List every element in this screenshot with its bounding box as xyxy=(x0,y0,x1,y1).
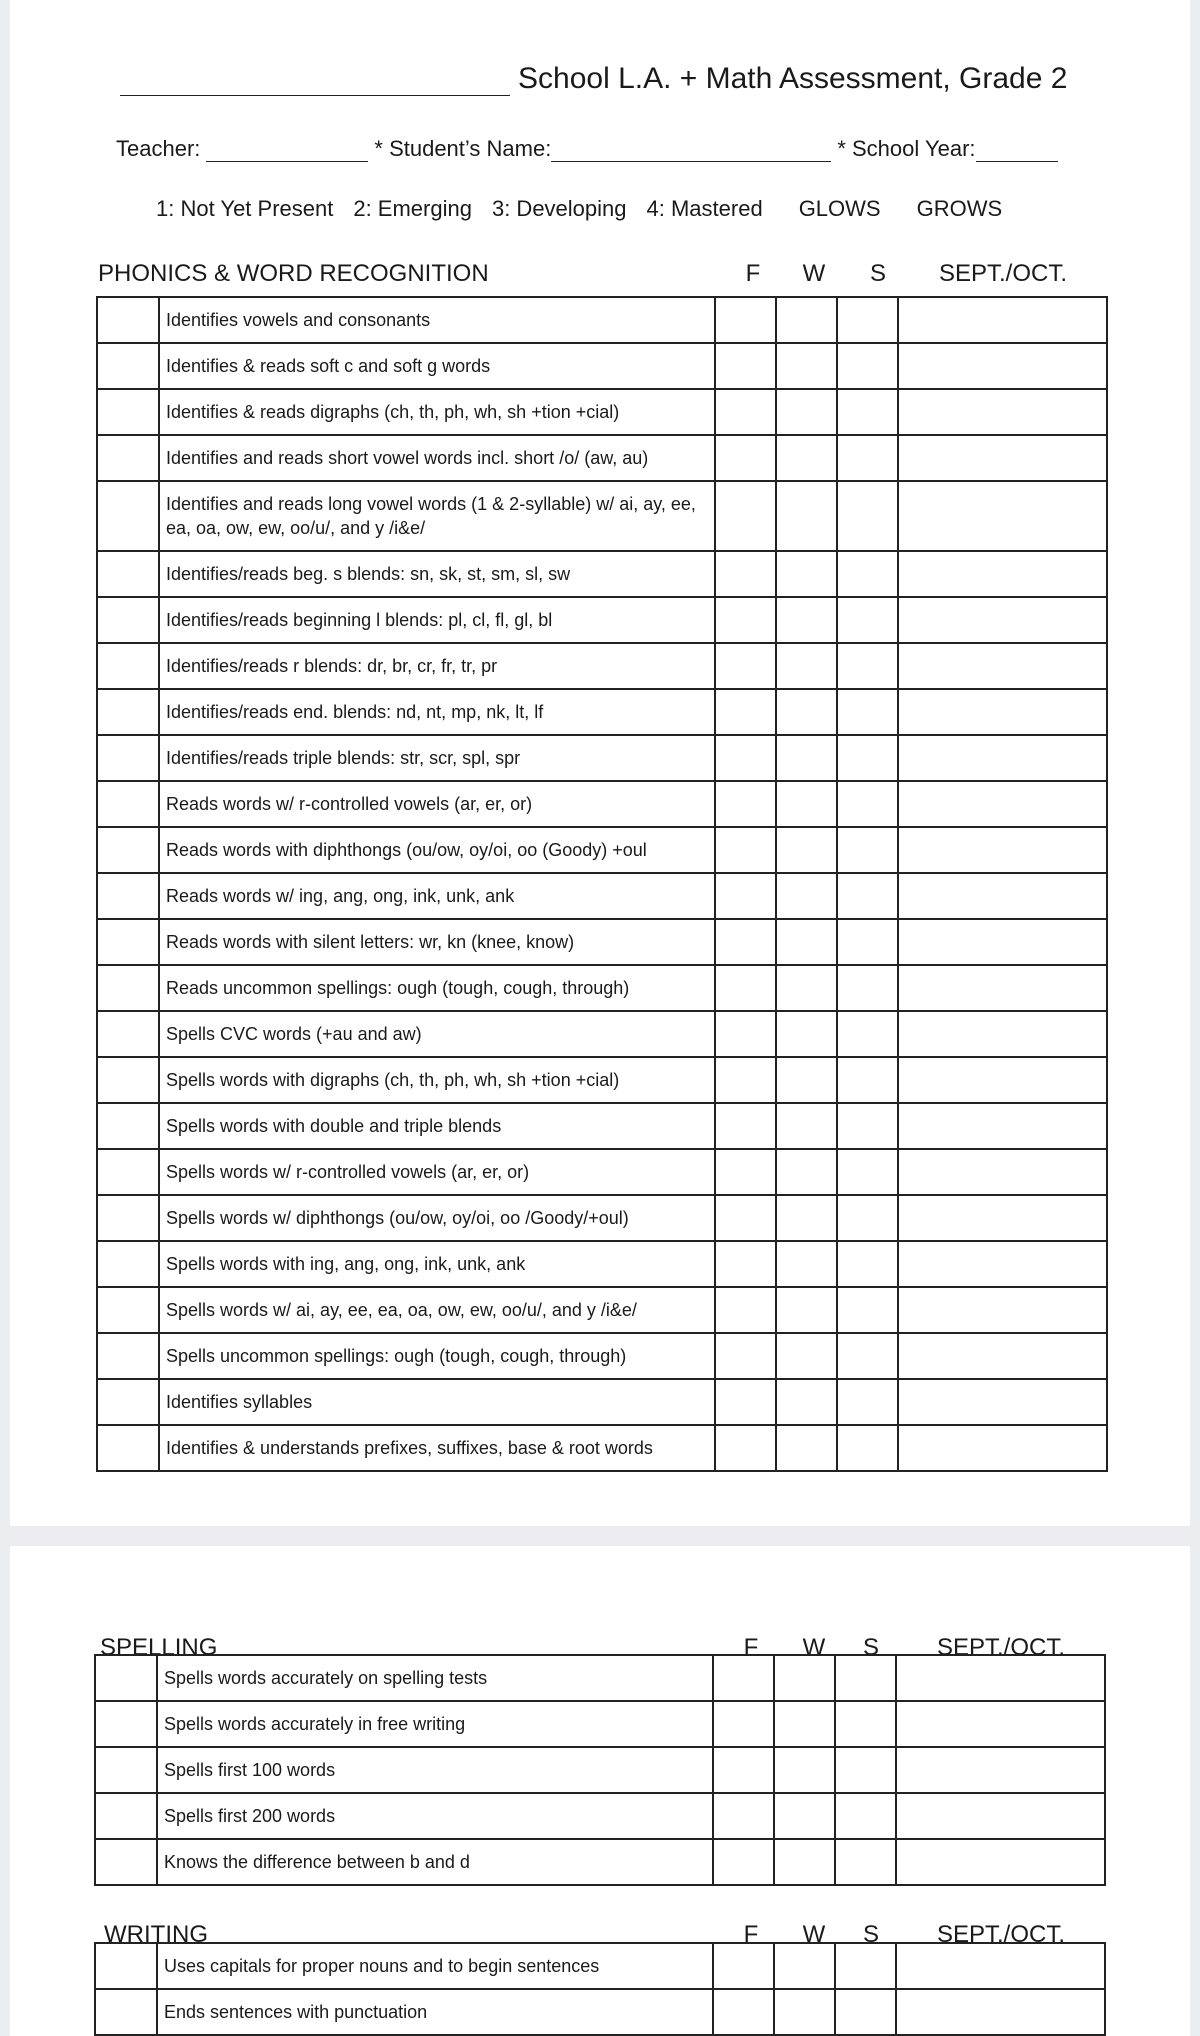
sept-oct-cell[interactable] xyxy=(896,1943,1105,1989)
column-w: W xyxy=(802,1634,826,1661)
skill-row xyxy=(97,827,1107,873)
skill-label: Spells words accurately in free writing xyxy=(157,1701,713,1747)
fall-cell[interactable] xyxy=(715,1195,776,1241)
spring-cell[interactable] xyxy=(835,1747,896,1793)
sept-oct-cell[interactable] xyxy=(898,551,1107,597)
skill-row xyxy=(97,297,1107,343)
rating-cell[interactable] xyxy=(95,1655,157,1701)
spring-cell[interactable] xyxy=(837,343,898,389)
fall-cell[interactable] xyxy=(715,1241,776,1287)
school-year-blank[interactable] xyxy=(976,140,1058,162)
scale-glows: GLOWS xyxy=(798,196,881,221)
skill-row xyxy=(95,1747,1105,1793)
skill-label: Spells words w/ diphthongs (ou/ow, oy/oi, oo /Goody/+oul) xyxy=(159,1195,715,1241)
skill-row xyxy=(97,343,1107,389)
spring-cell[interactable] xyxy=(837,481,898,551)
fall-cell[interactable] xyxy=(715,1379,776,1425)
rating-cell[interactable] xyxy=(97,343,159,389)
skill-label: Spells words with digraphs (ch, th, ph, wh, sh +tion +cial) xyxy=(159,1057,715,1103)
page-2 xyxy=(10,1546,1190,2036)
skill-label: Spells uncommon spellings: ough (tough, cough, through) xyxy=(159,1333,715,1379)
skill-row xyxy=(95,1701,1105,1747)
column-s: S xyxy=(862,1634,879,1661)
spring-cell[interactable] xyxy=(835,1989,896,2035)
skill-row xyxy=(97,873,1107,919)
rating-cell[interactable] xyxy=(97,597,159,643)
rating-cell[interactable] xyxy=(97,735,159,781)
fall-cell[interactable] xyxy=(715,551,776,597)
fall-cell[interactable] xyxy=(715,919,776,965)
sept-oct-cell[interactable] xyxy=(898,643,1107,689)
skill-row xyxy=(97,551,1107,597)
winter-cell[interactable] xyxy=(776,551,837,597)
spring-cell[interactable] xyxy=(837,1287,898,1333)
column-f: F xyxy=(743,1921,759,1948)
skill-label: Spells first 200 words xyxy=(157,1793,713,1839)
skill-label: Knows the difference between b and d xyxy=(157,1839,713,1885)
winter-cell[interactable] xyxy=(776,389,837,435)
skill-row xyxy=(97,1011,1107,1057)
writing-section-title: WRITING xyxy=(104,1921,208,1948)
spring-cell[interactable] xyxy=(837,965,898,1011)
rating-cell[interactable] xyxy=(97,389,159,435)
fall-cell[interactable] xyxy=(713,1943,774,1989)
writing-table xyxy=(94,1942,1106,2036)
rating-cell[interactable] xyxy=(97,1103,159,1149)
rating-cell[interactable] xyxy=(97,1011,159,1057)
skill-row xyxy=(97,643,1107,689)
winter-cell[interactable] xyxy=(774,1839,835,1885)
skill-label: Spells words with ing, ang, ong, ink, unk, ank xyxy=(159,1241,715,1287)
spring-cell[interactable] xyxy=(835,1839,896,1885)
winter-cell[interactable] xyxy=(776,965,837,1011)
teacher-blank[interactable] xyxy=(206,140,368,162)
sept-oct-cell[interactable] xyxy=(896,1747,1105,1793)
rating-cell[interactable] xyxy=(97,689,159,735)
sept-oct-cell[interactable] xyxy=(898,965,1107,1011)
skill-row xyxy=(97,689,1107,735)
sept-oct-cell[interactable] xyxy=(896,1989,1105,2035)
fall-cell[interactable] xyxy=(715,873,776,919)
skill-row xyxy=(97,481,1107,551)
skill-row xyxy=(95,1655,1105,1701)
sept-oct-cell[interactable] xyxy=(898,1103,1107,1149)
winter-cell[interactable] xyxy=(776,1287,837,1333)
sept-oct-cell[interactable] xyxy=(898,1241,1107,1287)
spring-cell[interactable] xyxy=(835,1701,896,1747)
winter-cell[interactable] xyxy=(776,873,837,919)
winter-cell[interactable] xyxy=(776,297,837,343)
skill-row xyxy=(97,1195,1107,1241)
skill-label: Reads words w/ r-controlled vowels (ar, er, or) xyxy=(159,781,715,827)
column-s: S xyxy=(862,1921,879,1948)
sept-oct-cell[interactable] xyxy=(898,919,1107,965)
winter-cell[interactable] xyxy=(776,481,837,551)
fall-cell[interactable] xyxy=(713,1839,774,1885)
rating-cell[interactable] xyxy=(97,781,159,827)
skill-row xyxy=(97,389,1107,435)
winter-cell[interactable] xyxy=(776,1149,837,1195)
spelling-section-title: SPELLING xyxy=(100,1634,218,1661)
column-sept-oct: SEPT./OCT. xyxy=(938,260,1068,287)
fall-cell[interactable] xyxy=(713,1655,774,1701)
skill-row xyxy=(97,435,1107,481)
fall-cell[interactable] xyxy=(715,435,776,481)
sept-oct-cell[interactable] xyxy=(898,1333,1107,1379)
rating-cell[interactable] xyxy=(97,873,159,919)
page-1 xyxy=(10,0,1190,1526)
winter-cell[interactable] xyxy=(776,343,837,389)
skill-row xyxy=(95,1839,1105,1885)
winter-cell[interactable] xyxy=(776,1379,837,1425)
winter-cell[interactable] xyxy=(776,597,837,643)
column-f: F xyxy=(745,260,761,287)
fall-cell[interactable] xyxy=(715,481,776,551)
column-w: W xyxy=(802,1921,826,1948)
fall-cell[interactable] xyxy=(713,1793,774,1839)
sept-oct-cell[interactable] xyxy=(898,1425,1107,1471)
rating-cell[interactable] xyxy=(97,1057,159,1103)
fall-cell[interactable] xyxy=(715,1011,776,1057)
rating-cell[interactable] xyxy=(97,965,159,1011)
skill-label: Identifies & reads digraphs (ch, th, ph, wh, sh +tion +cial) xyxy=(159,389,715,435)
rating-cell[interactable] xyxy=(97,1425,159,1471)
spring-cell[interactable] xyxy=(837,735,898,781)
skill-label: Identifies/reads beg. s blends: sn, sk, st, sm, sl, sw xyxy=(159,551,715,597)
rating-cell[interactable] xyxy=(95,1943,157,1989)
winter-cell[interactable] xyxy=(776,919,837,965)
fall-cell[interactable] xyxy=(715,297,776,343)
column-f: F xyxy=(743,1634,759,1661)
skill-label: Identifies & reads soft c and soft g words xyxy=(159,343,715,389)
column-w: W xyxy=(802,260,826,287)
scale-grows: GROWS xyxy=(916,196,1003,221)
sept-oct-cell[interactable] xyxy=(898,597,1107,643)
sept-oct-cell[interactable] xyxy=(896,1793,1105,1839)
rating-cell[interactable] xyxy=(97,1333,159,1379)
winter-cell[interactable] xyxy=(774,1701,835,1747)
fall-cell[interactable] xyxy=(715,389,776,435)
sept-oct-cell[interactable] xyxy=(898,873,1107,919)
sept-oct-cell[interactable] xyxy=(898,1287,1107,1333)
skill-row xyxy=(95,1793,1105,1839)
column-s: S xyxy=(869,260,886,287)
scale-not-yet-present: 1: Not Yet Present xyxy=(156,196,334,221)
fall-cell[interactable] xyxy=(713,1989,774,2035)
skill-label: Spells words with double and triple blends xyxy=(159,1103,715,1149)
fall-cell[interactable] xyxy=(715,1425,776,1471)
skill-label: Identifies/reads end. blends: nd, nt, mp, nk, lt, lf xyxy=(159,689,715,735)
spring-cell[interactable] xyxy=(837,389,898,435)
winter-cell[interactable] xyxy=(776,1241,837,1287)
sept-oct-cell[interactable] xyxy=(898,481,1107,551)
skill-label: Ends sentences with punctuation xyxy=(157,1989,713,2035)
sept-oct-cell[interactable] xyxy=(898,343,1107,389)
spring-cell[interactable] xyxy=(837,873,898,919)
rating-scale xyxy=(156,196,1076,222)
skill-row xyxy=(97,1425,1107,1471)
spring-cell[interactable] xyxy=(837,689,898,735)
sept-oct-cell[interactable] xyxy=(898,1057,1107,1103)
skill-label: Identifies/reads r blends: dr, br, cr, fr, tr, pr xyxy=(159,643,715,689)
winter-cell[interactable] xyxy=(776,827,837,873)
skill-label: Identifies and reads short vowel words incl. short /o/ (aw, au) xyxy=(159,435,715,481)
sept-oct-cell[interactable] xyxy=(898,1011,1107,1057)
skill-label: Reads words w/ ing, ang, ong, ink, unk, ank xyxy=(159,873,715,919)
spring-cell[interactable] xyxy=(837,1241,898,1287)
rating-cell[interactable] xyxy=(95,1701,157,1747)
spring-cell[interactable] xyxy=(837,1333,898,1379)
fall-cell[interactable] xyxy=(715,965,776,1011)
phonics-table xyxy=(96,296,1108,1472)
sept-oct-cell[interactable] xyxy=(898,1195,1107,1241)
scale-mastered: 4: Mastered xyxy=(646,196,763,221)
skill-label: Identifies syllables xyxy=(159,1379,715,1425)
rating-cell[interactable] xyxy=(97,827,159,873)
winter-cell[interactable] xyxy=(774,1655,835,1701)
skill-label: Identifies and reads long vowel words (1 & 2-syllable) w/ ai, ay, ee, ea, oa, ow, ew, oo/u/, and y /i&e/ xyxy=(159,481,715,551)
skill-row xyxy=(97,919,1107,965)
student-info-row xyxy=(116,136,1106,162)
skill-label: Spells words w/ ai, ay, ee, ea, oa, ow, ew, oo/u/, and y /i&e/ xyxy=(159,1287,715,1333)
sept-oct-cell[interactable] xyxy=(898,689,1107,735)
student-name-label: * Student’s Name: xyxy=(374,136,552,161)
fall-cell[interactable] xyxy=(715,597,776,643)
rating-cell[interactable] xyxy=(97,551,159,597)
winter-cell[interactable] xyxy=(774,1989,835,2035)
rating-cell[interactable] xyxy=(97,919,159,965)
spring-cell[interactable] xyxy=(835,1943,896,1989)
skill-row xyxy=(97,735,1107,781)
rating-cell[interactable] xyxy=(97,1287,159,1333)
fall-cell[interactable] xyxy=(715,1149,776,1195)
skill-label: Reads words with silent letters: wr, kn (knee, know) xyxy=(159,919,715,965)
skill-label: Identifies/reads beginning l blends: pl, cl, fl, gl, bl xyxy=(159,597,715,643)
spring-cell[interactable] xyxy=(837,781,898,827)
skill-label: Spells first 100 words xyxy=(157,1747,713,1793)
sept-oct-cell[interactable] xyxy=(898,389,1107,435)
spring-cell[interactable] xyxy=(837,1103,898,1149)
phonics-section-header xyxy=(98,260,1110,292)
skill-label: Uses capitals for proper nouns and to begin sentences xyxy=(157,1943,713,1989)
school-year-label: * School Year: xyxy=(837,136,976,161)
rating-cell[interactable] xyxy=(95,1793,157,1839)
rating-cell[interactable] xyxy=(97,1241,159,1287)
student-name-blank[interactable] xyxy=(551,140,831,162)
winter-cell[interactable] xyxy=(776,689,837,735)
fall-cell[interactable] xyxy=(715,1287,776,1333)
fall-cell[interactable] xyxy=(715,827,776,873)
sept-oct-cell[interactable] xyxy=(898,435,1107,481)
skill-label: Identifies & understands prefixes, suffixes, base & root words xyxy=(159,1425,715,1471)
skill-label: Identifies vowels and consonants xyxy=(159,297,715,343)
spring-cell[interactable] xyxy=(837,919,898,965)
spring-cell[interactable] xyxy=(837,1379,898,1425)
spring-cell[interactable] xyxy=(837,1425,898,1471)
sept-oct-cell[interactable] xyxy=(896,1701,1105,1747)
assessment-title: School L.A. + Math Assessment, Grade 2 xyxy=(518,62,1068,95)
rating-cell[interactable] xyxy=(95,1747,157,1793)
fall-cell[interactable] xyxy=(715,1333,776,1379)
skill-label: Identifies/reads triple blends: str, scr, spl, spr xyxy=(159,735,715,781)
sept-oct-cell[interactable] xyxy=(898,297,1107,343)
winter-cell[interactable] xyxy=(776,1057,837,1103)
rating-cell[interactable] xyxy=(97,1195,159,1241)
rating-cell[interactable] xyxy=(97,643,159,689)
phonics-section-title: PHONICS & WORD RECOGNITION xyxy=(98,260,489,287)
winter-cell[interactable] xyxy=(776,643,837,689)
winter-cell[interactable] xyxy=(776,1333,837,1379)
spring-cell[interactable] xyxy=(837,1149,898,1195)
winter-cell[interactable] xyxy=(776,1195,837,1241)
skill-row xyxy=(97,1149,1107,1195)
spring-cell[interactable] xyxy=(837,643,898,689)
sept-oct-cell[interactable] xyxy=(898,1149,1107,1195)
skill-row xyxy=(95,1989,1105,2035)
winter-cell[interactable] xyxy=(776,435,837,481)
fall-cell[interactable] xyxy=(713,1747,774,1793)
skill-row xyxy=(97,1103,1107,1149)
fall-cell[interactable] xyxy=(715,689,776,735)
winter-cell[interactable] xyxy=(776,781,837,827)
winter-cell[interactable] xyxy=(776,1425,837,1471)
skill-row xyxy=(97,597,1107,643)
fall-cell[interactable] xyxy=(715,735,776,781)
skill-row xyxy=(97,1379,1107,1425)
spring-cell[interactable] xyxy=(837,1011,898,1057)
skill-row xyxy=(97,1333,1107,1379)
skill-row xyxy=(97,781,1107,827)
winter-cell[interactable] xyxy=(776,1103,837,1149)
school-name-blank[interactable] xyxy=(120,62,510,96)
column-sept-oct: SEPT./OCT. xyxy=(936,1634,1066,1661)
column-sept-oct: SEPT./OCT. xyxy=(936,1921,1066,1948)
fall-cell[interactable] xyxy=(715,781,776,827)
spring-cell[interactable] xyxy=(837,597,898,643)
skill-label: Spells words accurately on spelling tests xyxy=(157,1655,713,1701)
sept-oct-cell[interactable] xyxy=(898,1379,1107,1425)
winter-cell[interactable] xyxy=(774,1747,835,1793)
fall-cell[interactable] xyxy=(715,1057,776,1103)
spring-cell[interactable] xyxy=(835,1793,896,1839)
scale-developing: 3: Developing xyxy=(491,196,627,221)
winter-cell[interactable] xyxy=(774,1943,835,1989)
spring-cell[interactable] xyxy=(835,1655,896,1701)
spring-cell[interactable] xyxy=(837,297,898,343)
teacher-label: Teacher: xyxy=(116,136,201,161)
winter-cell[interactable] xyxy=(774,1793,835,1839)
spring-cell[interactable] xyxy=(837,1057,898,1103)
skill-row xyxy=(97,1057,1107,1103)
sept-oct-cell[interactable] xyxy=(898,735,1107,781)
spring-cell[interactable] xyxy=(837,551,898,597)
spring-cell[interactable] xyxy=(837,827,898,873)
skill-row xyxy=(95,1943,1105,1989)
sept-oct-cell[interactable] xyxy=(896,1655,1105,1701)
skill-label: Reads words with diphthongs (ou/ow, oy/oi, oo (Goody) +oul xyxy=(159,827,715,873)
winter-cell[interactable] xyxy=(776,735,837,781)
winter-cell[interactable] xyxy=(776,1011,837,1057)
spelling-table xyxy=(94,1654,1106,1886)
rating-cell[interactable] xyxy=(97,481,159,551)
rating-cell[interactable] xyxy=(95,1839,157,1885)
rating-cell[interactable] xyxy=(95,1989,157,2035)
fall-cell[interactable] xyxy=(715,343,776,389)
fall-cell[interactable] xyxy=(713,1701,774,1747)
skill-row xyxy=(97,1241,1107,1287)
spring-cell[interactable] xyxy=(837,1195,898,1241)
assessment-title-row xyxy=(120,62,1100,96)
skill-label: Reads uncommon spellings: ough (tough, cough, through) xyxy=(159,965,715,1011)
skill-row xyxy=(97,965,1107,1011)
sept-oct-cell[interactable] xyxy=(896,1839,1105,1885)
fall-cell[interactable] xyxy=(715,643,776,689)
rating-cell[interactable] xyxy=(97,435,159,481)
rating-cell[interactable] xyxy=(97,297,159,343)
spring-cell[interactable] xyxy=(837,435,898,481)
sept-oct-cell[interactable] xyxy=(898,781,1107,827)
skill-label: Spells CVC words (+au and aw) xyxy=(159,1011,715,1057)
fall-cell[interactable] xyxy=(715,1103,776,1149)
skill-label: Spells words w/ r-controlled vowels (ar, er, or) xyxy=(159,1149,715,1195)
sept-oct-cell[interactable] xyxy=(898,827,1107,873)
skill-row xyxy=(97,1287,1107,1333)
rating-cell[interactable] xyxy=(97,1379,159,1425)
rating-cell[interactable] xyxy=(97,1149,159,1195)
scale-emerging: 2: Emerging xyxy=(353,196,472,221)
